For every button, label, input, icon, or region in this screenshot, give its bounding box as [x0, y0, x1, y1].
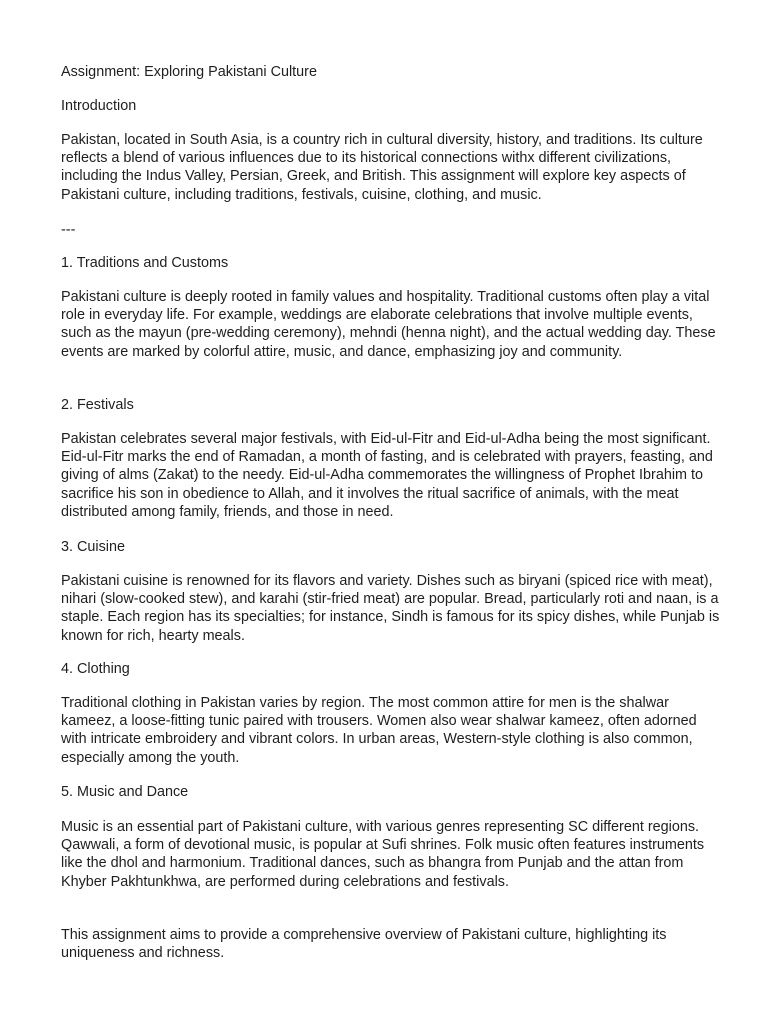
section-paragraph-traditions: Pakistani culture is deeply rooted in family values and hospitality. Traditional customs often play a vital role in everyday life. For example, weddings are elaborate celebrations that involve multiple events, such as the mayun (pre-wedding ceremony), mehndi (henna night), and the actual wedding day. These events are marked by colorful attire, music, and dance, emphasizing joy and community. — [61, 289, 716, 360]
section-heading-music-dance: 5. Music and Dance — [61, 784, 189, 800]
section-heading-clothing: 4. Clothing — [61, 661, 130, 677]
section-heading-cuisine: 3. Cuisine — [61, 539, 125, 555]
section-paragraph-music-dance: Music is an essential part of Pakistani culture, with various genres representing SC different regions. Qawwali, a form of devotional music, is popular at Sufi shrines. Folk music often features instruments like the dhol and harmonium. Traditional dances, such as bhangra from Punjab and the attan from Khyber Pakhtunkhwa, are performed during celebrations and festivals. — [61, 819, 705, 890]
section-heading-traditions: 1. Traditions and Customs — [61, 255, 229, 271]
introduction-heading: Introduction — [61, 98, 137, 114]
section-paragraph-clothing: Traditional clothing in Pakistan varies by region. The most common attire for men is the shalwar kameez, a loose-fitting tunic paired with trousers. Women also wear shalwar kameez, often adorned with intricate embroidery and vibrant colors. In urban areas, Western-style clothing is also common, especially among the youth. — [61, 695, 697, 766]
introduction-paragraph: Pakistan, located in South Asia, is a country rich in cultural diversity, history, and traditions. Its culture reflects a blend of various influences due to its historical connections withx different civilizations, including the Indus Valley, Persian, Greek, and British. This assignment will explore key aspects of Pakistani culture, including traditions, festivals, cuisine, clothing, and music. — [61, 132, 703, 203]
document-title: Assignment: Exploring Pakistani Culture — [61, 64, 317, 80]
section-paragraph-cuisine: Pakistani cuisine is renowned for its flavors and variety. Dishes such as biryani (spiced rice with meat), nihari (slow-cooked stew), and karahi (stir-fried meat) are popular. Bread, particularly roti and naan, is a staple. Each region has its specialties; for instance, Sindh is famous for its spicy dishes, while Punjab is known for rich, hearty meals. — [61, 573, 720, 644]
conclusion-paragraph: This assignment aims to provide a comprehensive overview of Pakistani culture, highlighting its uniqueness and richness. — [61, 927, 667, 962]
section-heading-festivals: 2. Festivals — [61, 397, 134, 413]
section-separator: --- — [61, 222, 76, 238]
section-paragraph-festivals: Pakistan celebrates several major festivals, with Eid-ul-Fitr and Eid-ul-Adha being the most significant. Eid-ul-Fitr marks the end of Ramadan, a month of fasting, and is celebrated with prayers, feasting, and giving of alms (Zakat) to the needy. Eid-ul-Adha commemorates the willingness of Prophet Ibrahim to sacrifice his son in obedience to Allah, and it involves the ritual sacrifice of animals, with the meat distributed among family, friends, and those in need. — [61, 431, 713, 520]
